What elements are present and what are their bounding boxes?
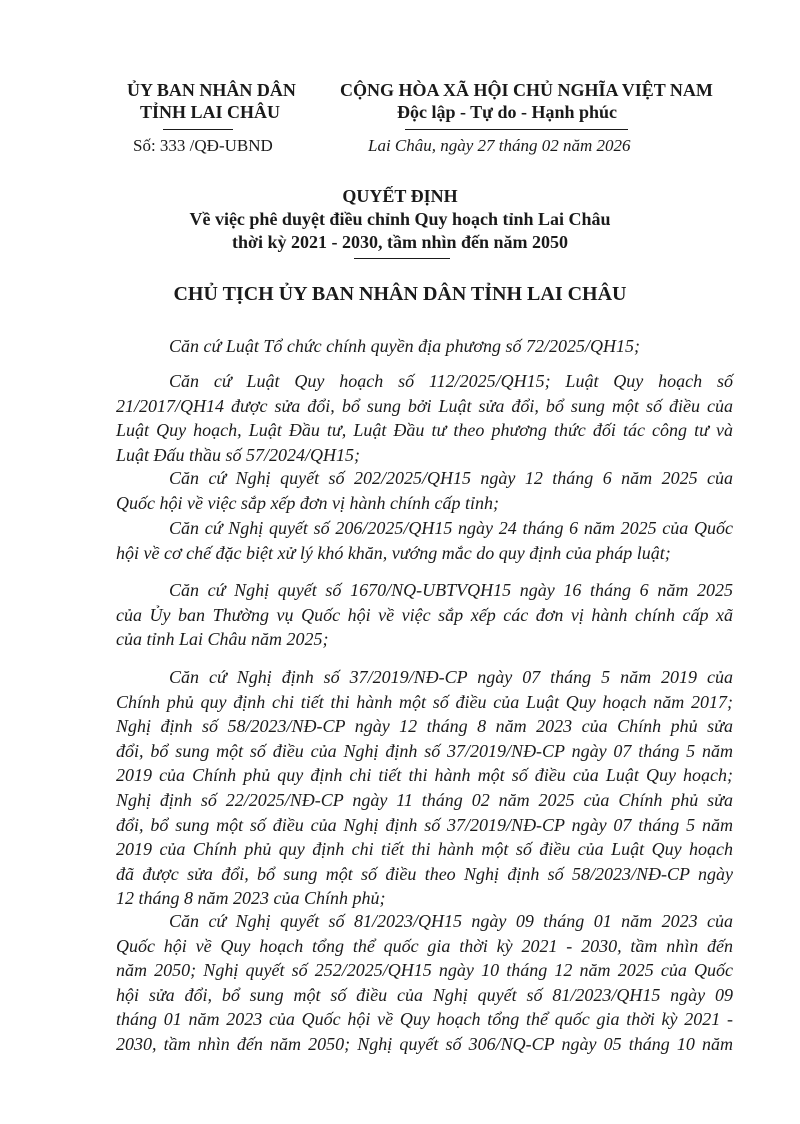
issuer-name-line1: ỦY BAN NHÂN DÂN (127, 80, 296, 100)
paragraph-line: Căn cứ Nghị quyết số 1670/NQ-UBTVQH15 ngày 16 tháng 6 năm 2025 (169, 580, 733, 600)
paragraph-line: Quốc hội về Quy hoạch tổng thể quốc gia thời kỳ 2021 - 2030, tầm nhìn đến (116, 935, 733, 956)
paragraph-line: Căn cứ Nghị quyết số 206/2025/QH15 ngày 24 tháng 6 năm 2025 của Quốc (169, 518, 733, 538)
legal-basis-paragraph (116, 909, 733, 1057)
paragraph-line: đổi, bổ sung một số điều của Nghị định số 37/2019/NĐ-CP ngày 07 tháng 5 năm (116, 814, 733, 835)
legal-basis-paragraph (116, 466, 733, 515)
document-number: Số: 333 /QĐ-UBND (133, 136, 273, 155)
place-and-date: Lai Châu, ngày 27 tháng 02 năm 2026 (368, 136, 631, 155)
legal-basis-paragraph (116, 334, 733, 359)
paragraph-line: năm 2050; Nghị quyết số 252/2025/QH15 ngày 10 tháng 12 năm 2025 của Quốc (116, 960, 733, 981)
legal-basis-paragraph (116, 516, 733, 565)
paragraph-line: Căn cứ Nghị quyết số 81/2023/QH15 ngày 09 tháng 01 năm 2023 của (169, 911, 733, 931)
legal-basis-paragraph (116, 369, 733, 467)
paragraph-line: của tỉnh Lai Châu năm 2025; (116, 629, 329, 650)
paragraph-line: Chính phủ quy định chi tiết thi hành một số điều của Luật Quy hoạch năm 2017; (116, 691, 733, 712)
subject-underline (354, 258, 450, 259)
paragraph-line: của Ủy ban Thường vụ Quốc hội về việc sắp xếp các đơn vị hành chính cấp xã (116, 604, 733, 625)
paragraph-line: hội sửa đổi, bổ sung một số điều của Nghị quyết số 81/2023/QH15 ngày 09 (116, 984, 733, 1005)
paragraph-line: Căn cứ Nghị quyết số 202/2025/QH15 ngày 12 tháng 6 năm 2025 của (169, 468, 733, 488)
paragraph-line: 21/2017/QH14 được sửa đổi, bổ sung bởi Luật sửa đổi, bổ sung một số điều của (116, 395, 733, 416)
paragraph-line: Quốc hội về việc sắp xếp đơn vị hành chính cấp tỉnh; (116, 492, 499, 513)
paragraph-line: Căn cứ Nghị định số 37/2019/NĐ-CP ngày 07 tháng 5 năm 2019 của (169, 667, 733, 687)
legal-basis-paragraph (116, 578, 733, 652)
national-motto: Độc lập - Tự do - Hạnh phúc (397, 102, 618, 122)
paragraph-line: đã được sửa đổi, bổ sung một số điều theo Nghị định số 58/2023/NĐ-CP ngày (116, 863, 733, 884)
issuer-name-line2: TỈNH LAI CHÂU (140, 102, 281, 122)
national-title: CỘNG HÒA XÃ HỘI CHỦ NGHĨA VIỆT NAM (340, 80, 713, 100)
paragraph-line: hội về cơ chế đặc biệt xử lý khó khăn, vướng mắc do quy định của pháp luật; (116, 542, 671, 563)
document-type: QUYẾT ĐỊNH (342, 186, 458, 206)
paragraph-line: 2030, tầm nhìn đến năm 2050; Nghị quyết số 306/NQ-CP ngày 05 tháng 10 năm (116, 1033, 733, 1054)
legal-basis-paragraph (116, 665, 733, 911)
paragraph-line: Luật Quy hoạch, Luật Đầu tư, Luật Đầu tư theo phương thức đối tác công tư và (116, 420, 733, 441)
paragraph-line: Nghị định số 22/2025/NĐ-CP ngày 11 tháng 02 năm 2025 của Chính phủ sửa (116, 789, 733, 810)
paragraph-line: Căn cứ Luật Tổ chức chính quyền địa phương số 72/2025/QH15; (169, 336, 641, 356)
issuer-underline (163, 129, 233, 130)
paragraph-line: 2019 của Chính phủ quy định chi tiết thi hành một số điều của Luật Quy hoạch; (116, 765, 733, 786)
document-subject-line1: Về việc phê duyệt điều chỉnh Quy hoạch tỉnh Lai Châu (189, 209, 611, 229)
paragraph-line: 12 tháng 8 năm 2023 của Chính phủ; (116, 888, 386, 909)
motto-underline (405, 129, 628, 130)
paragraph-line: 2019 của Chính phủ quy định chi tiết thi hành một số điều của Luật Quy hoạch (116, 839, 733, 860)
paragraph-line: Căn cứ Luật Quy hoạch số 112/2025/QH15; Luật Quy hoạch số (169, 371, 733, 391)
document-subject-line2: thời kỳ 2021 - 2030, tầm nhìn đến năm 2050 (231, 232, 568, 252)
paragraph-line: đổi, bổ sung một số điều của Nghị định số 37/2019/NĐ-CP ngày 07 tháng 5 năm (116, 740, 733, 761)
paragraph-line: tháng 01 năm 2023 của Quốc hội về Quy hoạch tổng thể quốc gia thời kỳ 2021 - (116, 1009, 733, 1030)
paragraph-line: Luật Đấu thầu số 57/2024/QH15; (116, 444, 361, 465)
issuing-authority: CHỦ TỊCH ỦY BAN NHÂN DÂN TỈNH LAI CHÂU (173, 283, 627, 305)
paragraph-line: Nghị định số 58/2023/NĐ-CP ngày 12 tháng 8 năm 2023 của Chính phủ sửa (116, 716, 733, 737)
